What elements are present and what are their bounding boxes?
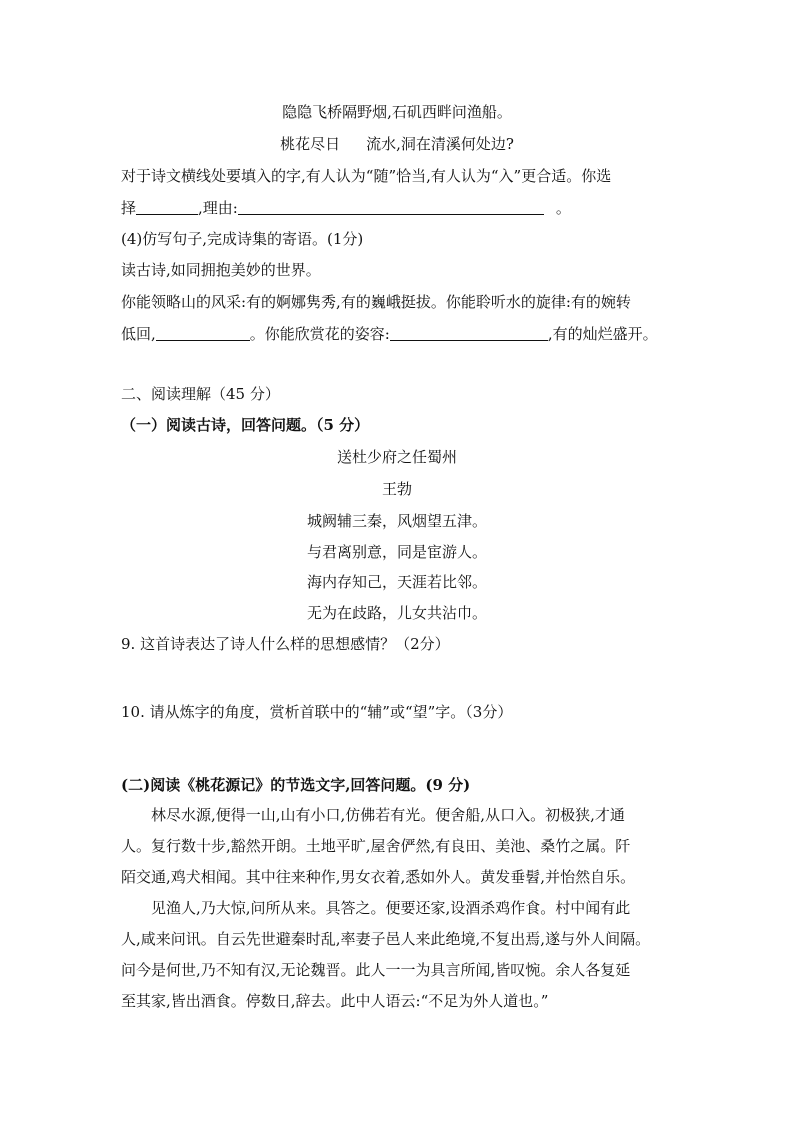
poem-verse: 城阙辅三秦，风烟望五津。 xyxy=(306,512,487,530)
q4-middle: 。你能欣赏花的姿容: xyxy=(249,325,390,343)
passage-line: 陌交通,鸡犬相闻。其中往来种作,男女衣着,悉如外人。黄发垂髫,并怡然自乐。 xyxy=(121,868,636,886)
passage-line: 问今是何世,乃不知有汉,无论魏晋。此人一一为具言所闻,皆叹惋。余人各复延 xyxy=(121,961,631,979)
question-9: 9. 这首诗表达了诗人什么样的思想感情？（2分） xyxy=(121,635,450,653)
passage-line: 至其家,皆出酒食。停数日,辞去。此中人语云:“不足为外人道也。” xyxy=(121,992,549,1010)
water-answer-blank[interactable] xyxy=(156,325,250,341)
reason-answer-blank[interactable] xyxy=(238,199,544,215)
part-1-heading: （一）阅读古诗，回答问题。（5 分） xyxy=(121,416,370,434)
question-4-line-1: 读古诗,如同拥抱美妙的世界。 xyxy=(121,261,321,279)
passage-line: 林尽水源,便得一山,山有小口,仿佛若有光。便舍船,从口入。初极狭,才通 xyxy=(151,806,625,824)
flower-answer-blank[interactable] xyxy=(390,325,548,341)
poem-line-2-end: 流水,洞在清溪何处边? xyxy=(366,135,514,153)
poem-verse: 无为在歧路，儿女共沾巾。 xyxy=(306,604,487,622)
passage-line: 人,咸来问讯。自云先世避秦时乱,率妻子邑人来此绝境,不复出焉,遂与外人间隔。 xyxy=(121,930,651,948)
passage-line: 人。复行数十步,豁然开朗。土地平旷,屋舍俨然,有良田、美池、桑竹之属。阡 xyxy=(121,837,631,855)
question-fill-line-1: 对于诗文横线处要填入的字,有人认为“随”恰当,有人认为“入”更合适。你选 xyxy=(121,167,612,185)
poem-title: 送杜少府之任蜀州 xyxy=(336,448,457,466)
passage-line: 见渔人,乃大惊,问所从来。具答之。便要还家,设酒杀鸡作食。村中闻有此 xyxy=(151,899,631,917)
poem-line-2-start: 桃花尽日 xyxy=(280,135,341,153)
question-4-line-3 xyxy=(121,324,658,344)
question-10: 10. 请从炼字的角度，赏析首联中的“辅”或“望”字。（3分） xyxy=(121,703,513,721)
question-4-line-2: 你能领略山的风采:有的婀娜隽秀,有的巍峨挺拔。你能聆听水的旋律:有的婉转 xyxy=(121,293,631,311)
period: 。 xyxy=(555,199,571,217)
poem-verse: 与君离别意，同是宦游人。 xyxy=(306,543,487,561)
section-2-heading: 二、阅读理解（45 分） xyxy=(121,385,280,403)
poem-verse: 海内存知己，天涯若比邻。 xyxy=(306,573,487,591)
poem-line-2 xyxy=(0,134,794,154)
reason-label: ,理由: xyxy=(198,199,238,217)
choice-answer-blank[interactable] xyxy=(136,199,198,215)
part-2-heading: (二)阅读《桃花源记》的节选文字,回答问题。(9 分) xyxy=(121,776,471,794)
q4-suffix: ,有的灿烂盛开。 xyxy=(547,325,658,343)
q4-prefix: 低回, xyxy=(121,325,156,343)
question-4-title: (4)仿写句子,完成诗集的寄语。(1分) xyxy=(121,230,364,248)
poem-line-1: 隐隐飞桥隔野烟,石矶西畔问渔船。 xyxy=(282,103,512,121)
question-fill-line-2 xyxy=(121,198,571,218)
poem-author: 王勃 xyxy=(381,480,412,498)
choose-label: 择 xyxy=(121,199,137,217)
